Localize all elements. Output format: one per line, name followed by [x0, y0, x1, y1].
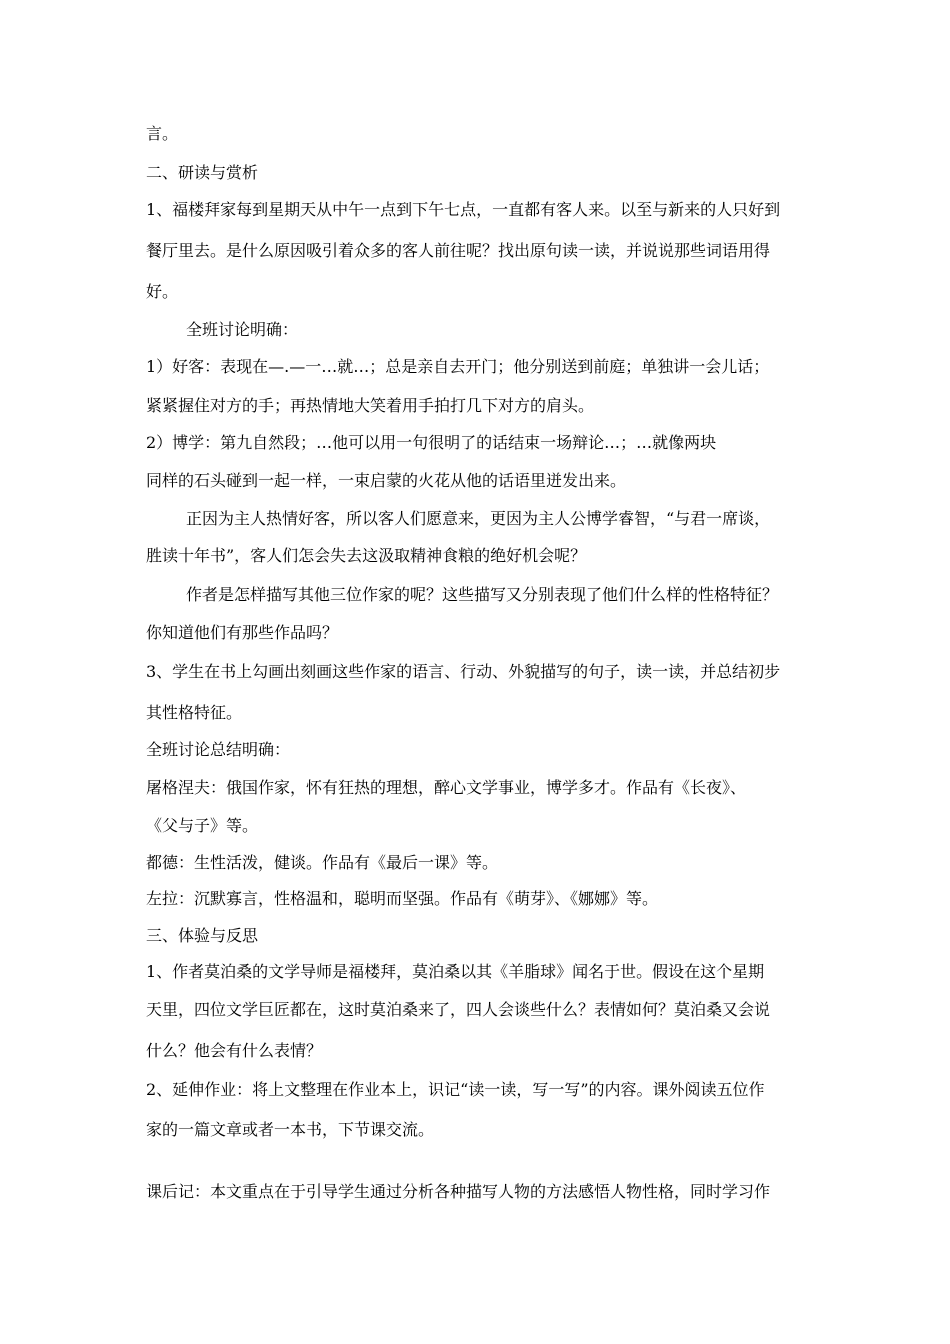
- text-line: 紧紧握住对方的手；再热情地大笑着用手拍打几下对方的肩头。: [146, 396, 595, 415]
- section-heading: 二、研读与赏析: [146, 163, 259, 182]
- text-line: 2）博学：第九自然段；…他可以用一句很明了的话结束一场辩论…；…就像两块: [146, 433, 717, 452]
- text-line: 胜读十年书”，客人们怎会失去这汲取精神食粮的绝好机会呢？: [146, 546, 587, 565]
- text-line: 其性格特征。: [146, 703, 243, 722]
- text-line: 1）好客：表现在—.—一…就…；总是亲自去开门；他分别送到前庭；单独讲一会儿话；: [146, 357, 770, 376]
- text-line: 全班讨论总结明确：: [146, 740, 291, 759]
- text-line: 好。: [146, 282, 179, 301]
- text-line: 屠格涅夫：俄国作家，怀有狂热的理想，醉心文学事业，博学多才。作品有《长夜》、: [146, 778, 747, 797]
- text-line: 1、作者莫泊桑的文学导师是福楼拜，莫泊桑以其《羊脂球》闻名于世。假设在这个星期: [146, 962, 765, 981]
- text-line: 什么？他会有什么表情？: [146, 1041, 323, 1060]
- text-line: 3、学生在书上勾画出刻画这些作家的语言、行动、外貌描写的句子，读一读，并总结初步: [146, 662, 781, 681]
- text-line: 《父与子》等。: [146, 816, 259, 835]
- section-heading: 三、体验与反思: [146, 926, 259, 945]
- text-line: 作者是怎样描写其他三位作家的呢？这些描写又分别表现了他们什么样的性格特征？: [186, 585, 779, 604]
- text-line: 都德：生性活泼，健谈。作品有《最后一课》等。: [146, 853, 499, 872]
- text-line: 你知道他们有那些作品吗？: [146, 623, 339, 642]
- text-line: 课后记：本文重点在于引导学生通过分析各种描写人物的方法感悟人物性格，同时学习作: [146, 1182, 771, 1201]
- text-line: 天里，四位文学巨匠都在，这时莫泊桑来了，四人会谈些什么？表情如何？莫泊桑又会说: [146, 1000, 771, 1019]
- text-line: 言。: [146, 124, 179, 143]
- text-line: 1、福楼拜家每到星期天从中午一点到下午七点，一直都有客人来。以至与新来的人只好到: [146, 200, 781, 219]
- text-line: 正因为主人热情好客，所以客人们愿意来，更因为主人公博学睿智，“与君一席谈，: [186, 509, 771, 528]
- text-line: 餐厅里去。是什么原因吸引着众多的客人前往呢？找出原句读一读，并说说那些词语用得: [146, 241, 771, 260]
- text-line: 2、延伸作业：将上文整理在作业本上，识记“读一读，写一写”的内容。课外阅读五位作: [146, 1080, 765, 1099]
- text-line: 同样的石头碰到一起一样，一束启蒙的火花从他的话语里迸发出来。: [146, 471, 627, 490]
- text-line: 家的一篇文章或者一本书，下节课交流。: [146, 1120, 435, 1139]
- text-line: 全班讨论明确：: [186, 320, 299, 339]
- text-line: 左拉：沉默寡言，性格温和，聪明而坚强。作品有《萌芽》、《娜娜》等。: [146, 889, 659, 908]
